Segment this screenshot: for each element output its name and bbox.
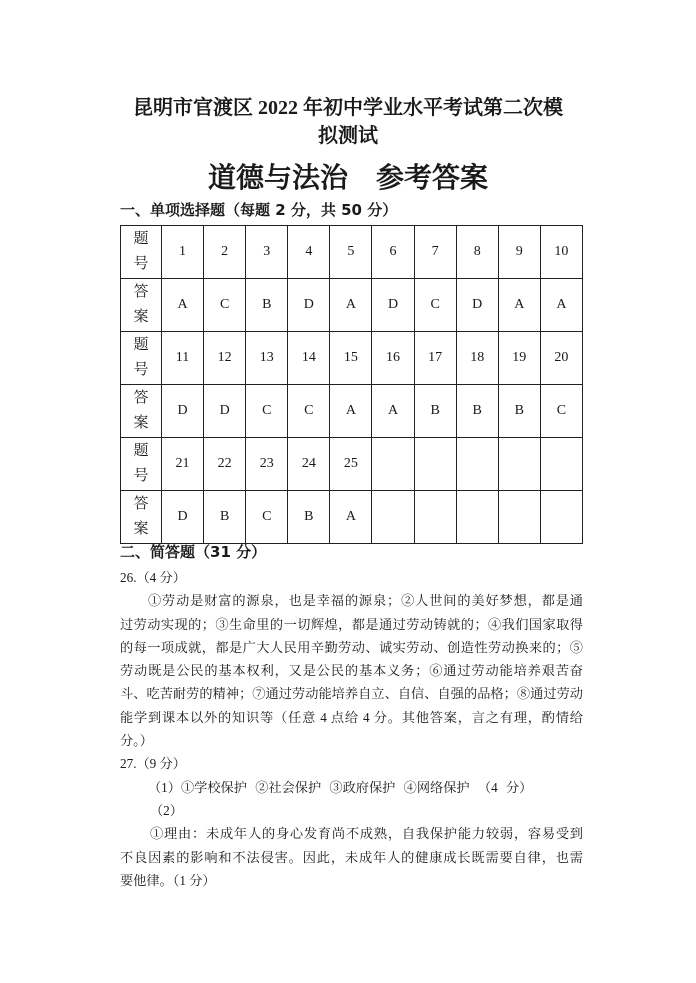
row-label-cell bbox=[121, 226, 162, 279]
answer-cell: B bbox=[204, 491, 246, 544]
empty-cell bbox=[372, 491, 414, 544]
answer-line: 斗、吃苦耐劳的精神；⑦通过劳动能培养自立、自信、自强的品格；⑧通过劳动 bbox=[120, 686, 583, 702]
row-label-cell bbox=[121, 279, 162, 332]
document-title bbox=[0, 94, 696, 150]
question-number-cell: 3 bbox=[246, 226, 288, 279]
question-number-cell: 13 bbox=[246, 332, 288, 385]
answer-cell: D bbox=[288, 279, 330, 332]
question-number-cell: 15 bbox=[330, 332, 372, 385]
row-label: 题号 bbox=[133, 337, 149, 378]
row-label-cell bbox=[121, 332, 162, 385]
question-number-cell: 9 bbox=[498, 226, 540, 279]
answer-cell: B bbox=[246, 279, 288, 332]
question-number-cell: 21 bbox=[162, 438, 204, 491]
question-number-row bbox=[121, 332, 583, 385]
document-title-line: 拟测试 bbox=[318, 125, 378, 147]
row-label: 答案 bbox=[133, 496, 149, 537]
empty-cell bbox=[498, 491, 540, 544]
question-number-cell: 22 bbox=[204, 438, 246, 491]
question-number-cell: 20 bbox=[540, 332, 582, 385]
answer-line: ①劳动是财富的源泉，也是幸福的源泉；②人世间的美好梦想，都是通 bbox=[148, 593, 583, 609]
answer-line: ①理由：未成年人的身心发育尚不成熟，自我保护能力较弱，容易受到 bbox=[150, 826, 583, 842]
answer-cell: A bbox=[372, 385, 414, 438]
question-number-cell: 1 bbox=[162, 226, 204, 279]
empty-cell bbox=[372, 438, 414, 491]
answer-cell: B bbox=[456, 385, 498, 438]
question-number-cell: 11 bbox=[162, 332, 204, 385]
document-subtitle: 道德与法治 参考答案 bbox=[207, 161, 488, 194]
row-label: 答案 bbox=[133, 284, 149, 325]
answer-cell: A bbox=[330, 279, 372, 332]
answer-line: 不良因素的影响和不法侵害。因此，未成年人的健康成长既需要自律，也需 bbox=[120, 849, 583, 865]
empty-cell bbox=[414, 491, 456, 544]
answer-cell: D bbox=[204, 385, 246, 438]
question-number-cell: 12 bbox=[204, 332, 246, 385]
answer-cell: C bbox=[540, 385, 582, 438]
row-label: 答案 bbox=[133, 390, 149, 431]
document-title-line: 昆明市官渡区 2022 年初中学业水平考试第二次模 bbox=[133, 97, 563, 119]
question-number-cell: 7 bbox=[414, 226, 456, 279]
question-27-part-2-answer bbox=[120, 822, 583, 892]
empty-cell bbox=[498, 438, 540, 491]
answer-line: 要他律。（1 分） bbox=[120, 872, 216, 888]
question-27-label: 27.（9 分） bbox=[120, 756, 186, 772]
question-number-cell: 14 bbox=[288, 332, 330, 385]
answer-cell: B bbox=[414, 385, 456, 438]
answer-cell: A bbox=[330, 385, 372, 438]
question-26-label: 26.（4 分） bbox=[120, 570, 186, 585]
question-number-cell: 19 bbox=[498, 332, 540, 385]
question-number-cell: 25 bbox=[330, 438, 372, 491]
question-number-cell: 5 bbox=[330, 226, 372, 279]
answer-cell: C bbox=[204, 279, 246, 332]
answer-cell: B bbox=[498, 385, 540, 438]
question-number-cell: 24 bbox=[288, 438, 330, 491]
question-26-answer bbox=[120, 589, 583, 752]
question-number-cell: 8 bbox=[456, 226, 498, 279]
answer-cell: D bbox=[162, 385, 204, 438]
answer-cell: C bbox=[414, 279, 456, 332]
question-number-cell: 18 bbox=[456, 332, 498, 385]
answer-row bbox=[121, 491, 583, 544]
answer-cell: D bbox=[372, 279, 414, 332]
answer-row bbox=[121, 279, 583, 332]
answer-cell: B bbox=[288, 491, 330, 544]
answer-line: 分。） bbox=[120, 733, 153, 749]
empty-cell bbox=[540, 438, 582, 491]
question-number-cell: 23 bbox=[246, 438, 288, 491]
row-label-cell bbox=[121, 491, 162, 544]
section-heading-multiple-choice: 一、单项选择题（每题 2 分，共 50 分） bbox=[120, 201, 398, 219]
section-heading-short-answer: 二、简答题（31 分） bbox=[120, 543, 267, 561]
question-number-cell: 16 bbox=[372, 332, 414, 385]
answer-cell: A bbox=[162, 279, 204, 332]
answer-cell: D bbox=[162, 491, 204, 544]
answer-row bbox=[121, 385, 583, 438]
empty-cell bbox=[456, 438, 498, 491]
answer-line: 能学到课本以外的知识等（任意 4 点给 4 分。其他答案，言之有理，酌情给 bbox=[120, 709, 583, 725]
empty-cell bbox=[414, 438, 456, 491]
question-number-cell: 2 bbox=[204, 226, 246, 279]
question-27-part-1: （1）①学校保护 ②社会保护 ③政府保护 ④网络保护 （4 分） bbox=[148, 779, 533, 795]
empty-cell bbox=[540, 491, 582, 544]
question-number-cell: 10 bbox=[540, 226, 582, 279]
row-label-cell bbox=[121, 438, 162, 491]
question-number-cell: 4 bbox=[288, 226, 330, 279]
answer-cell: A bbox=[498, 279, 540, 332]
answer-cell: C bbox=[288, 385, 330, 438]
question-number-row bbox=[121, 226, 583, 279]
answer-line: 的每一项成就，都是广大人民用辛勤劳动、诚实劳动、创造性劳动换来的；⑤ bbox=[120, 639, 583, 655]
answer-cell: D bbox=[456, 279, 498, 332]
short-answer-body bbox=[120, 566, 583, 892]
answer-table bbox=[120, 225, 583, 544]
answer-line: 劳动既是公民的基本权利，又是公民的基本义务；⑥通过劳动能培养艰苦奋 bbox=[120, 663, 583, 679]
question-number-row bbox=[121, 438, 583, 491]
row-label: 题号 bbox=[133, 231, 149, 272]
question-27-part-2-label: （2） bbox=[150, 802, 183, 818]
empty-cell bbox=[456, 491, 498, 544]
answer-cell: C bbox=[246, 491, 288, 544]
answer-cell: C bbox=[246, 385, 288, 438]
row-label-cell bbox=[121, 385, 162, 438]
answer-cell: A bbox=[540, 279, 582, 332]
answer-line: 过劳动实现的；③生命里的一切辉煌，都是通过劳动铸就的；④我们国家取得 bbox=[120, 616, 583, 632]
question-number-cell: 6 bbox=[372, 226, 414, 279]
answer-cell: A bbox=[330, 491, 372, 544]
question-number-cell: 17 bbox=[414, 332, 456, 385]
row-label: 题号 bbox=[133, 443, 149, 484]
